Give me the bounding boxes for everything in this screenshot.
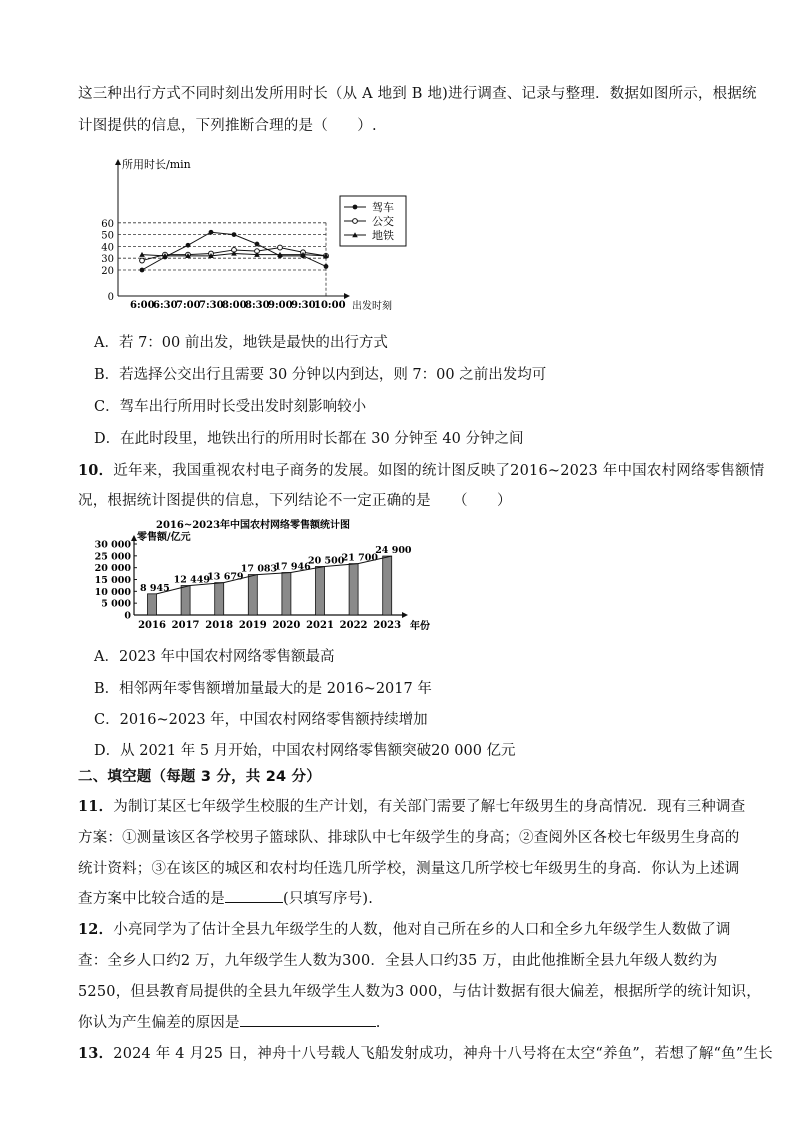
x-axis-arrow — [402, 612, 408, 618]
point-驾车 — [232, 232, 237, 237]
q11-line4-tail: (只填写序号). — [283, 891, 374, 907]
y-tick-label: 30 000 — [94, 539, 131, 551]
point-驾车 — [324, 264, 329, 269]
data-label: 12 449 — [173, 574, 210, 586]
y-tick-label: 30 — [101, 254, 114, 266]
section-title-fill-in: 二、填空题（每题 3 分，共 24 分） — [78, 769, 321, 785]
q11-answer-blank[interactable] — [225, 888, 283, 903]
data-label: 17 083 — [240, 563, 278, 575]
x-tick-label: 7:00 — [176, 300, 201, 311]
y-tick-label: 40 — [101, 242, 114, 254]
q11-stem-line3: 统计资料；③在该区的城区和农村均任选几所学校，测量这几所学校七年级男生的身高．你认为上述调 — [78, 861, 740, 877]
q10-stem-line2: 况，根据统计图提供的信息，下列结论不一定正确的是 （ ） — [78, 493, 512, 509]
bar-2021 — [316, 566, 325, 615]
q12-line4-lead: 你认为产生偏差的原因是 — [78, 1015, 240, 1031]
q9-option-c: C．驾车出行所用时长受出发时刻影响较小 — [94, 399, 367, 415]
q12-number: 12． — [78, 921, 114, 938]
x-axis-label: 年份 — [410, 621, 430, 632]
q10-number: 10． — [78, 462, 114, 479]
q9-stem-line2: 计图提供的信息，下列推断合理的是（ ）. — [78, 118, 377, 134]
y-tick-label: 5 000 — [101, 598, 131, 610]
q12-stem-line1 — [78, 918, 731, 939]
retail-bar-chart — [90, 518, 440, 636]
x-tick-label: 8:30 — [245, 300, 270, 311]
q10-line1-text: 近年来，我国重视农村电子商务的发展。如图的统计图反映了2016~2023 年中国农村网络零售额情 — [113, 463, 765, 479]
x-tick-label: 8:00 — [222, 300, 247, 311]
q13-line1-text: 2024 年 4 月25 日，神舟十八号载人飞船发射成功，神舟十八号将在太空“养鱼”，若想了解“鱼”生长 — [113, 1046, 773, 1062]
point-驾车 — [186, 243, 191, 248]
q12-answer-blank[interactable] — [240, 1012, 376, 1027]
data-label: 21 700 — [341, 552, 378, 564]
legend-label-公交: 公交 — [372, 215, 394, 228]
data-label: 17 946 — [274, 561, 311, 573]
q9-option-a: A．若 7：00 前出发，地铁是最快的出行方式 — [94, 335, 388, 351]
legend-marker-驾车 — [353, 205, 358, 210]
y-tick-label: 60 — [101, 218, 114, 230]
x-tick-label: 9:00 — [268, 300, 293, 311]
bar-2022 — [349, 564, 358, 615]
q11-line1-text: 为制订某区七年级学生校服的生产计划，有关部门需要了解七年级男生的身高情况．现有三种调查 — [113, 799, 746, 815]
q10-stem-line1 — [78, 459, 764, 480]
commute-line-chart — [88, 150, 428, 318]
q10-option-a: A．2023 年中国农村网络零售额最高 — [94, 649, 335, 665]
x-tick-label: 10:00 — [314, 300, 346, 311]
x-axis-label: 出发时刻 — [352, 301, 392, 312]
x-tick-label: 2021 — [306, 620, 334, 631]
bar-2020 — [282, 573, 291, 615]
bar-2019 — [248, 575, 257, 615]
y-axis-label: 零售额/亿元 — [137, 532, 191, 543]
q11-line4-lead: 查方案中比较合适的是 — [78, 891, 225, 907]
x-axis-arrow — [344, 293, 350, 299]
x-tick-label: 2016 — [138, 620, 166, 631]
data-label: 24 900 — [375, 545, 412, 557]
bar-2017 — [181, 586, 190, 615]
q13-stem-line1 — [78, 1042, 773, 1063]
bar-2018 — [215, 583, 224, 615]
x-tick-label: 2020 — [272, 620, 301, 631]
q12-stem-line3: 5250，但县教育局提供的全县九年级学生人数为3 000，与估计数据有很大偏差，根据所学的统计知识， — [78, 984, 761, 1000]
y-tick-label: 50 — [101, 230, 114, 242]
y-tick-label: 0 — [107, 292, 114, 303]
q11-stem-line4 — [78, 887, 373, 908]
bar-2016 — [148, 594, 157, 615]
y-axis-label: 所用时长/min — [122, 158, 191, 171]
data-label: 8 945 — [140, 582, 170, 594]
data-label: 20 500 — [308, 555, 345, 567]
x-tick-label: 2023 — [373, 620, 402, 631]
q11-stem-line1 — [78, 795, 745, 816]
point-驾车 — [140, 268, 145, 273]
q12-stem-line4 — [78, 1011, 381, 1032]
point-公交 — [140, 258, 145, 263]
y-tick-label: 20 000 — [94, 563, 131, 575]
x-tick-label: 2019 — [238, 620, 267, 631]
q10-option-c: C．2016~2023 年，中国农村网络零售额持续增加 — [94, 712, 428, 728]
q12-line1-text: 小亮同学为了估计全县九年级学生的人数，他对自己所在乡的人口和全乡九年级学生人数做了调 — [113, 922, 731, 938]
bar-2023 — [383, 556, 392, 615]
y-tick-label: 20 — [101, 266, 114, 277]
q11-number: 11． — [78, 798, 114, 815]
y-tick-label: 25 000 — [94, 551, 131, 563]
x-tick-label: 2017 — [171, 620, 200, 631]
q9-stem-line1: 这三种出行方式不同时刻出发所用时长（从 A 地到 B 地)进行调查、记录与整理．数据如图所示，根据统 — [78, 86, 757, 102]
q13-number: 13． — [78, 1045, 114, 1062]
x-tick-label: 2022 — [339, 620, 368, 631]
q12-stem-line2: 查：全乡人口约2 万，九年级学生人数为300．全县人口约35 万，由此他推断全县九年级人数约为 — [78, 953, 718, 969]
chart-title: 2016~2023年中国农村网络零售额统计图 — [156, 520, 351, 531]
point-驾车 — [255, 242, 260, 247]
point-公交 — [278, 245, 283, 250]
x-tick-label: 6:30 — [153, 300, 178, 311]
data-label: 13 679 — [207, 571, 244, 583]
legend-marker-公交 — [353, 219, 358, 224]
x-tick-label: 6:00 — [130, 300, 155, 311]
y-tick-label: 0 — [124, 610, 131, 622]
q10-option-d: D．从 2021 年 5 月开始，中国农村网络零售额突破20 000 亿元 — [94, 743, 516, 759]
point-驾车 — [209, 230, 214, 235]
q12-line4-tail: . — [375, 1015, 381, 1031]
legend-label-地铁: 地铁 — [372, 229, 394, 242]
q10-option-b: B．相邻两年零售额增加量最大的是 2016~2017 年 — [94, 681, 432, 697]
q9-option-b: B．若选择公交出行且需要 30 分钟以内到达，则 7：00 之前出发均可 — [94, 367, 547, 383]
y-axis-arrow — [115, 159, 121, 165]
x-tick-label: 9:30 — [291, 300, 316, 311]
x-tick-label: 7:30 — [199, 300, 224, 311]
y-tick-label: 10 000 — [94, 586, 131, 598]
q11-stem-line2: 方案：①测量该区各学校男子篮球队、排球队中七年级学生的身高；②查阅外区各校七年级男生身高的 — [78, 830, 740, 846]
q9-option-d: D．在此时段里，地铁出行的所用时长都在 30 分钟至 40 分钟之间 — [94, 431, 524, 447]
y-tick-label: 15 000 — [94, 575, 131, 586]
legend-label-驾车: 驾车 — [372, 201, 394, 214]
x-tick-label: 2018 — [205, 620, 234, 631]
